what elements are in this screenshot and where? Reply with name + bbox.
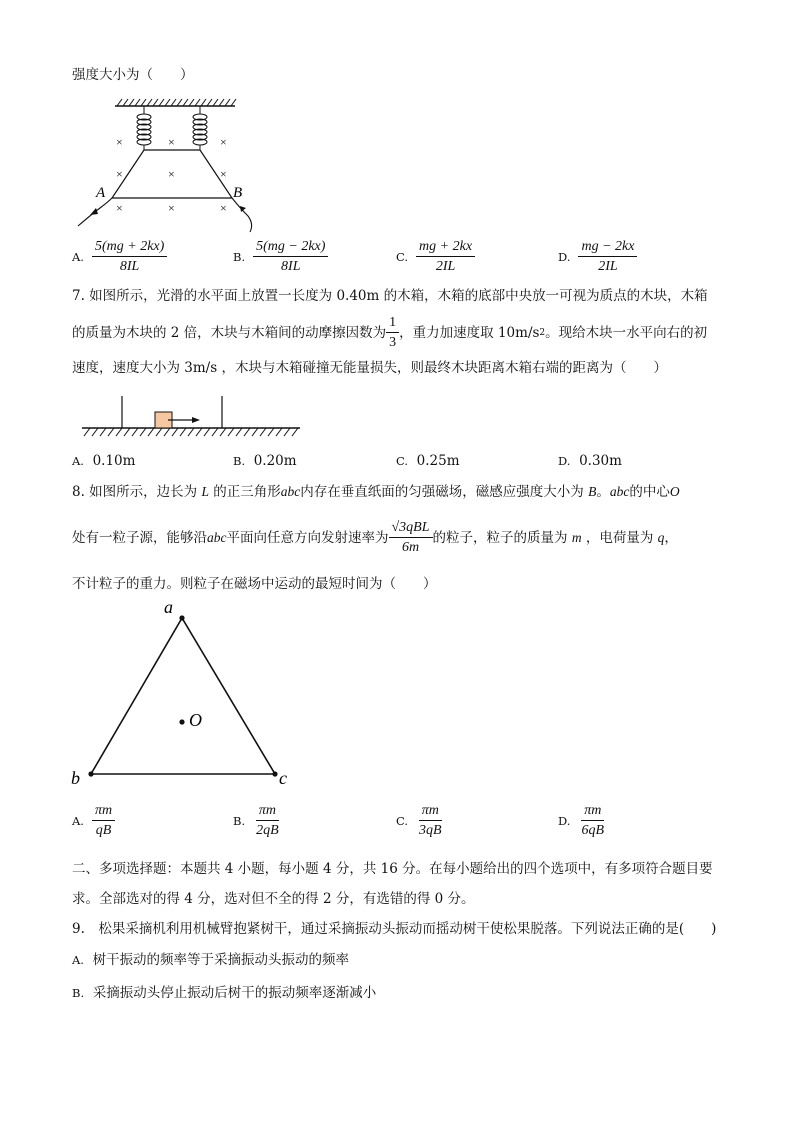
q6-option-a[interactable]: A. $\frac{5(mg + 2kx)}{8IL}$ (72, 238, 167, 275)
q7-figure (80, 394, 305, 440)
fraction: $\frac{5(mg + 2kx)}{8IL}$ (92, 238, 167, 275)
center-point (179, 719, 184, 724)
section2-heading-line1: 二、多项选择题：本题共 4 小题，每小题 4 分，共 16 分。在每小题给出的四个选项中，有多项符合题目要 (72, 861, 713, 877)
q7-option-b[interactable]: B. 0.20m (233, 453, 297, 469)
q8-option-a[interactable]: A. $\frac{\pi m}{qB}$ (72, 802, 115, 839)
q7-line1: 7. 如图所示，光滑的水平面上放置一长度为 0.40m 的木箱，木箱的底部中央放一可视为质点的木块，木箱 (72, 288, 708, 304)
magnetic-field-crosses (116, 135, 227, 215)
q9-stem: 9. 松果采摘机利用机械臂抱紧树干，通过采摘振动头振动而摇动树干使松果脱落。下列说法正确的是( ) (72, 921, 717, 937)
svg-text:×: × (116, 201, 123, 215)
q6-figure (70, 96, 270, 236)
q8-line1: 8. 如图所示，边长为 L 的正三角形abc内存在垂直纸面的匀强磁场，磁感应强度大小为 B。abc的中心O (72, 484, 680, 500)
vertex-c-label: c (279, 768, 287, 788)
svg-text:×: × (116, 167, 123, 181)
svg-text:×: × (220, 135, 227, 149)
vertex-a-label: a (164, 597, 173, 617)
q7-option-a[interactable]: A. 0.10m (72, 453, 136, 469)
right-spring (193, 106, 207, 150)
vertex-b-label: b (71, 768, 80, 788)
fraction: $\frac{\pi m}{qB}$ (92, 802, 115, 839)
section2-heading-line2: 求。全部选对的得 4 分，选对但不全的得 2 分，有选错的得 0 分。 (72, 891, 475, 907)
fraction: $\frac{\pi m}{2qB}$ (256, 803, 279, 838)
q8-option-b[interactable]: B. $\frac{\pi m}{2qB}$ (233, 802, 282, 839)
q6-stem-tail: 强度大小为（ ） (72, 67, 194, 83)
q7-line3: 速度，速度大小为 3m/s ，木块与木箱碰撞无能量损失，则最终木块距离木箱右端的距离为（ ） (72, 360, 667, 376)
q6-option-d[interactable]: D. $\frac{mg - 2kx}{2IL}$ (558, 238, 637, 275)
fraction: $\frac{\pi m}{6qB}$ (581, 803, 605, 838)
q8-figure (66, 596, 306, 792)
fraction: $\frac{mg + 2kx}{2IL}$ (416, 238, 475, 275)
fraction: $\frac{5(mg - 2kx)}{8IL}$ (253, 238, 328, 275)
equilateral-triangle (91, 618, 275, 774)
q8-line3: 不计粒子的重力。则粒子在磁场中运动的最短时间为（ ） (72, 576, 437, 592)
label-B: B (233, 185, 243, 201)
velocity-fraction: $\frac{\text{√3qBL}}{6m}$ (389, 519, 433, 556)
svg-text:×: × (168, 135, 175, 149)
friction-coefficient-fraction: $\frac{1}{3}$ (386, 314, 399, 351)
center-o-label: O (189, 710, 202, 730)
svg-text:×: × (220, 201, 227, 215)
q6-option-c[interactable]: C. $\frac{mg + 2kx}{2IL}$ (396, 238, 475, 275)
svg-text:×: × (168, 201, 175, 215)
fraction: $\frac{mg - 2kx}{2IL}$ (578, 238, 637, 275)
q7-line2: 的质量为木块的 2 倍，木块与木箱间的动摩擦因数为 $\frac{1}{3}$ ，重力加速度取 10m/s 2 。现给木块一水平向右的初 (72, 315, 708, 350)
q9-option-b[interactable]: B. 采摘振动头停止振动后树干的振动频率逐渐减小 (72, 985, 377, 1001)
q8-option-d[interactable]: D. $\frac{\pi m}{6qB}$ (558, 802, 607, 839)
label-A: A (96, 185, 106, 201)
fraction: $\frac{\pi m}{3qB}$ (419, 803, 442, 838)
left-spring (137, 106, 151, 150)
svg-text:×: × (220, 167, 227, 181)
q6-option-b[interactable]: B. $\frac{5(mg - 2kx)}{8IL}$ (233, 238, 328, 275)
q7-option-c[interactable]: C. 0.25m (396, 453, 460, 469)
svg-text:×: × (116, 135, 123, 149)
svg-text:×: × (168, 167, 175, 181)
q7-option-d[interactable]: D. 0.30m (558, 453, 622, 469)
q8-option-c[interactable]: C. $\frac{\pi m}{3qB}$ (396, 802, 445, 839)
q9-option-a[interactable]: A. 树干振动的频率等于采摘振动头振动的频率 (72, 952, 350, 968)
q8-line2: 处有一粒子源，能够沿 abc 平面向任意方向发射速率为 $\frac{\text{√3qBL}}{6m}$ 的粒子，粒子的质量为 m ，电荷量为 q ， (72, 520, 678, 555)
